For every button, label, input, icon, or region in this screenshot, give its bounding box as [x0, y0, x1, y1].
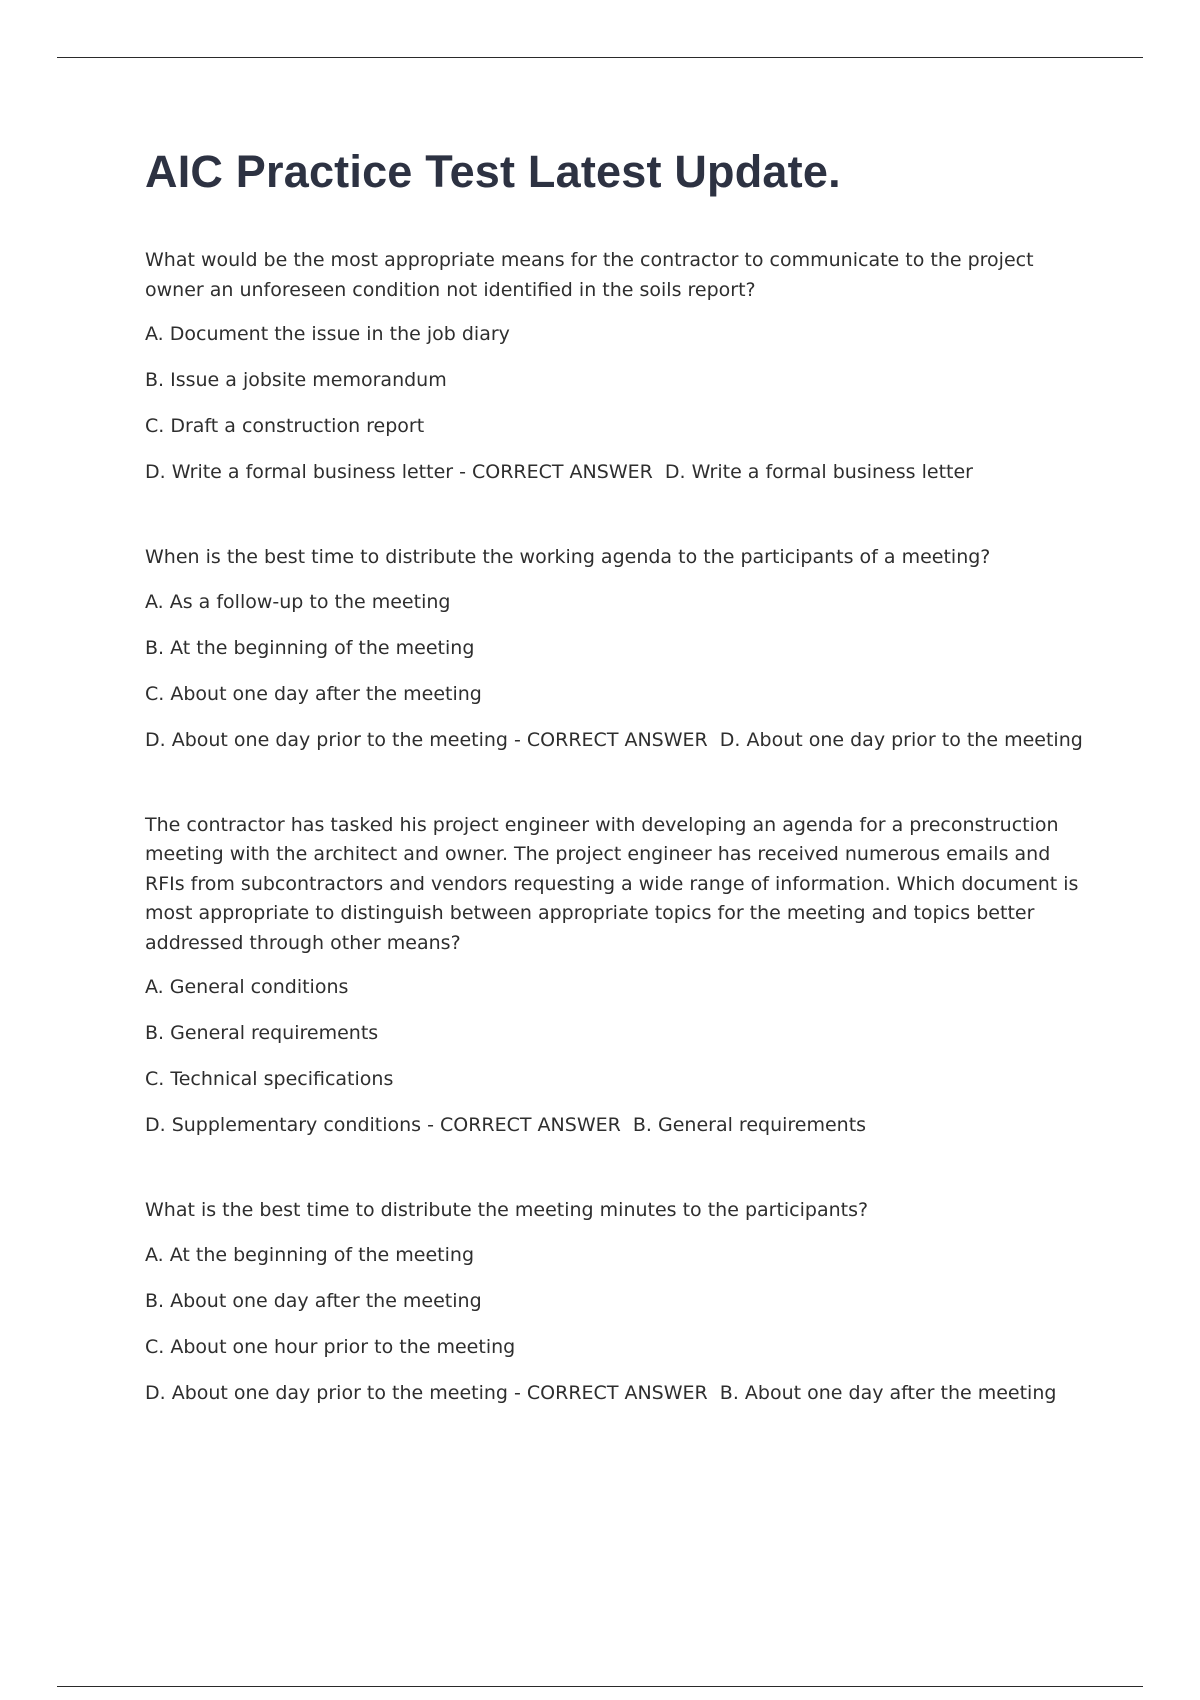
answer-option-d-with-correct-answer: D. About one day prior to the meeting - CORRECT ANSWER D. About one day prior to the meeting	[145, 728, 1083, 751]
page-title: AIC Practice Test Latest Update.	[145, 146, 841, 197]
answer-option-a: A. General conditions	[145, 976, 349, 998]
answer-option-c: C. Draft a construction report	[145, 415, 425, 437]
question-text: When is the best time to distribute the working agenda to the participants of a meeting?	[145, 546, 991, 568]
answer-option-b: B. At the beginning of the meeting	[145, 636, 475, 659]
answer-option-c: C. About one hour prior to the meeting	[145, 1335, 516, 1358]
question-block-3	[145, 811, 1090, 1141]
answer-option-a: A. As a follow-up to the meeting	[145, 590, 451, 613]
top-rule	[57, 57, 1143, 58]
answer-option-c: C. Technical specifications	[145, 1068, 394, 1090]
question-block-1	[145, 246, 1090, 487]
answer-option-b: B. Issue a jobsite memorandum	[145, 369, 447, 391]
question-block-4	[145, 1196, 1090, 1408]
question-block-2	[145, 543, 1090, 755]
question-text: The contractor has tasked his project engineer with developing an agenda for a preconstruction meeting with the architect and owner. The project engineer has received numerous emails and RFIs from subcontractors and vendors requesting a wide range of information. Which document is most appropriate to distinguish between appropriate topics for the meeting and topics better addressed through other means?	[145, 813, 1079, 954]
document-body	[145, 140, 1090, 1464]
answer-option-d-with-correct-answer: D. Write a formal business letter - CORRECT ANSWER D. Write a formal business letter	[145, 461, 973, 483]
answer-option-c: C. About one day after the meeting	[145, 682, 482, 705]
answer-option-a: A. At the beginning of the meeting	[145, 1243, 475, 1266]
bottom-rule	[57, 1686, 1143, 1687]
answer-option-a: A. Document the issue in the job diary	[145, 323, 510, 345]
answer-option-d-with-correct-answer: D. About one day prior to the meeting - CORRECT ANSWER B. About one day after the meeting	[145, 1381, 1057, 1404]
answer-option-d-with-correct-answer: D. Supplementary conditions - CORRECT ANSWER B. General requirements	[145, 1114, 867, 1136]
answer-option-b: B. General requirements	[145, 1022, 379, 1044]
question-text: What would be the most appropriate means for the contractor to communicate to the project owner an unforeseen condition not identified in the soils report?	[145, 249, 1034, 301]
question-text: What is the best time to distribute the meeting minutes to the participants?	[145, 1199, 869, 1221]
answer-option-b: B. About one day after the meeting	[145, 1289, 482, 1312]
